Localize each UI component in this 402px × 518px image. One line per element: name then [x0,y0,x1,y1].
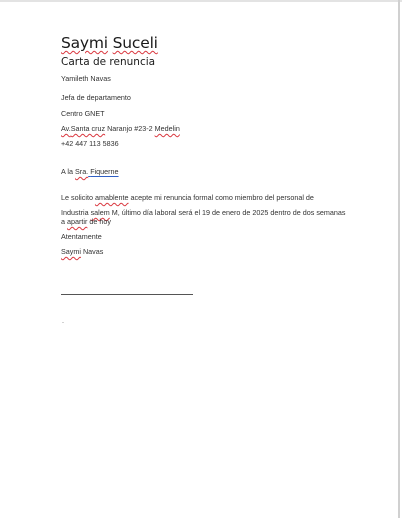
author-first-name: Saymi [61,34,108,52]
body-line-1 [61,193,361,203]
letter-body[interactable] [61,33,361,257]
address-line [61,124,361,134]
signature-name [61,247,361,257]
greeting-name: Fiquerne [90,167,119,176]
author-name [61,33,361,53]
phone-number: +42 447 113 5836 [61,139,119,148]
body-line-2-start: Industria [61,208,91,217]
page-top-edge [0,0,402,2]
body-line-3-word: apartir [67,217,88,226]
body-line-1-end: acepte mi renuncia formal como miembro del personal de [128,193,314,202]
page-right-edge [398,0,400,518]
address-city: Medelin [154,124,180,133]
company-name: Centro GNET [61,109,105,118]
body-line-1-start: Le solicito [61,193,95,202]
letter-subtitle: Carta de renuncia [61,56,156,68]
trailing-mark: . [62,316,64,325]
signature-first-name: Saymi [61,247,81,256]
signature-line [61,294,193,295]
greeting-prefix: A la [61,167,75,176]
closing: Atentamente [61,232,102,241]
address-number: Naranjo #23-2 [105,124,155,133]
body-line-3-end: de hoy [87,217,111,226]
author-last-name: Suceli [112,34,158,52]
body-line-2-word: salem [90,208,110,217]
address-street: Santa cruz [70,124,106,133]
recipient-role: Jefa de departamento [61,93,131,102]
signature-last-name: Navas [80,247,104,256]
body-line-3 [61,217,361,227]
body-line-3-start: a [61,217,67,226]
recipient-name: Yamileth Navas [61,74,111,83]
greeting-title: Sra. [75,167,89,176]
body-line-2-end: M, último día laboral será el 19 de enero de 2025 dentro de dos semanas [109,208,346,217]
address-prefix: Av. [61,124,71,133]
body-line-1-word: amablente [94,193,129,202]
greeting-line [61,167,361,177]
